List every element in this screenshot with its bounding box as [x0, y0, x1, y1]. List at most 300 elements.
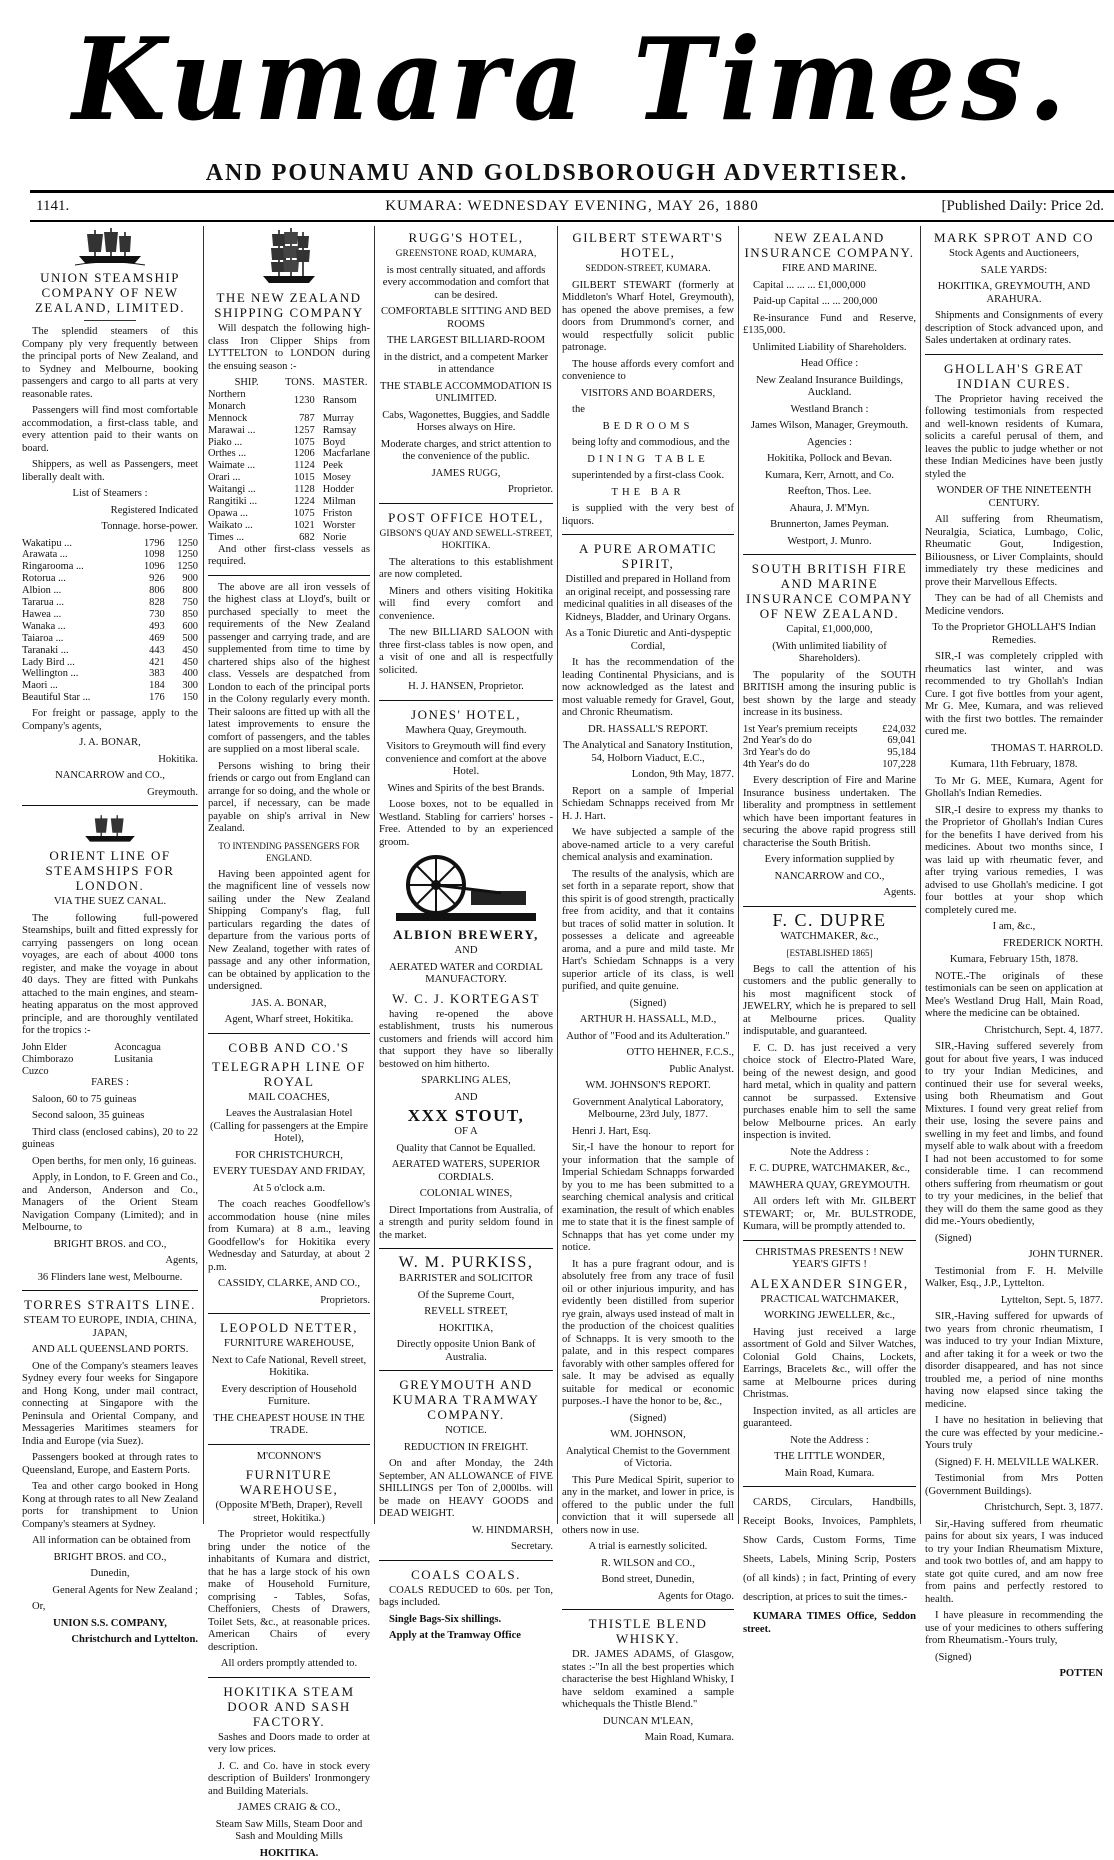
dupre-text: F. C. D. has just received a very choice stock of Electro-Plated Ware, being of the newest design, and good hard metal, which in quality and pattern cannot be surpassed. Extensive purchases enable him to sell the same below Melbourne prices. An early inspection is invited.: [743, 1042, 916, 1142]
agent-name: THOMAS T. HARROLD.: [990, 742, 1103, 754]
table-row: [22, 657, 198, 669]
ship-icon: [259, 226, 319, 286]
stewart-text: being lofty and commodious, and the: [572, 437, 730, 448]
table-cell: Lady Bird ...: [22, 656, 75, 668]
dupre-text: All orders left with Mr. GILBERT STEWART; or, Mr. BULSTRODE, Kumara, will be promptly attended to.: [743, 1196, 916, 1233]
table-row: [208, 520, 370, 532]
schnapps-text: As a Tonic Diuretic and Anti-dyspeptic Cordial,: [565, 628, 731, 652]
ghollah-text: To the Proprietor GHOLLAH'S Indian Remedies.: [932, 622, 1096, 646]
ghollah-text: Testimonial from F. H. Melville Walker, Esq., J.P., Lyttelton.: [925, 1265, 1103, 1289]
torres-sub: AND ALL QUEENSLAND PORTS.: [31, 1344, 189, 1356]
nzi-capital: Re-insurance Fund and Reserve, £135,000.: [743, 312, 916, 336]
table-cell: Norie: [322, 531, 347, 543]
agent-name: OTTO HEHNER, F.C.S.,: [626, 1047, 734, 1058]
cobb-sub: FOR CHRISTCHURCH,: [235, 1149, 343, 1161]
price-text: [Published Daily: Price 2d.: [941, 198, 1104, 214]
rugg-sub: COMFORTABLE SITTING AND BED ROOMS: [380, 306, 552, 330]
table-row: [208, 389, 370, 413]
singer-heading: ALEXANDER SINGER,: [750, 1275, 909, 1291]
fares-heading: FARES :: [91, 1077, 129, 1089]
table-cell: 1075: [293, 507, 315, 519]
table-cell: Maori ...: [22, 680, 58, 692]
agent-name: W. HINDMARSH,: [471, 1524, 553, 1536]
schnapps-text: Author of "Food and its Adulteration.": [566, 1030, 730, 1042]
table-cell: Ringarooma ...: [22, 561, 84, 573]
cobb-text: The coach reaches Goodfellow's accommodation house (nine miles from Kumara) at 8 a.m., leaving Goodfellow's for Hokitika every Wednesday and Saturday, at about 2 p.m.: [208, 1199, 370, 1273]
stewart-sub: THE BAR: [611, 486, 685, 498]
nzi-text: Unlimited Liability of Shareholders.: [752, 341, 907, 353]
agent-name: NANCARROW and CO.,: [55, 770, 165, 782]
orient-text: Apply, in London, to F. Green and Co., and Anderson, Anderson and Co., Managers of the Orient Steam Navigation Company (Limited); and in Melbourne, to: [22, 1172, 198, 1234]
orient-text: The following full-powered Steamships, built and fitted expressly for carrying passengers on long ocean voyages, are each of about 4000 tons register, and make the voyage in about 40 days. They are fitted with Punkahs attached to the main engines, and steam-heating apparatus on the most approved principle, and are thoroughly ventilated for the tropics :-: [22, 912, 198, 1037]
table-row: [22, 573, 198, 585]
table-cell: £24,032: [882, 723, 916, 735]
cobb-sub: At 5 o'clock a.m.: [252, 1182, 326, 1194]
nzi-capital: Capital ... ... ... £1,000,000: [753, 279, 866, 291]
table-row: [22, 561, 198, 573]
ghollah-text: SIR,-Having suffered for upwards of two years from chronic rheumatism, I was induced to try your Indian Mixture, and after taking it for a week or two the disorder disappeared, and has not since troubled me, a period of nine months having now elapsed since taking the medicine.: [925, 1311, 1103, 1410]
table-row: [208, 448, 370, 460]
dupre-text: MAWHERA QUAY, GREYMOUTH.: [748, 1179, 910, 1191]
date-text: KUMARA: WEDNESDAY EVENING, MAY 26, 1880: [385, 198, 759, 214]
table-cell: 1096: [143, 561, 165, 573]
netter-text: Every description of Household Furniture.: [221, 1383, 357, 1408]
table-cell: 682: [299, 531, 315, 543]
stout-heading: XXX STOUT,: [407, 1106, 525, 1125]
torres-heading: TORRES STRAITS LINE.: [24, 1297, 196, 1313]
po-text: The alterations to this establishment are now completed.: [379, 556, 553, 580]
agent-place: Proprietor.: [507, 484, 553, 495]
table-row: [208, 472, 370, 484]
table-cell: 1250: [177, 549, 198, 561]
table-cell: 184: [149, 680, 165, 692]
torres-text: One of the Company's steamers leaves Sydney every four weeks for Singapore and Hong Kong, under mail contract, connecting at Singapore with the Peninsula and Oriental Company, and Messageries Maritimes steamers for India and Europe (via Suez).: [22, 1360, 198, 1447]
ghollah-text: Kumara, 11th February, 1878.: [950, 759, 1078, 770]
sb-heading: SOUTH BRITISH FIRE AND MARINE INSURANCE COMPANY OF NEW ZEALAND.: [746, 561, 913, 621]
table-row: [22, 680, 198, 692]
jones-text: Loose boxes, not to be equalled in Westland. Stabling for carriers' horses -Free. Attended to by an experienced groom.: [379, 799, 553, 848]
table-cell: 150: [182, 692, 198, 704]
table-cell: 469: [149, 632, 165, 644]
list-head: Registered Indicated: [110, 504, 198, 516]
sb-text: Every information supplied by: [764, 854, 895, 866]
schnapps-text: It has a pure fragrant odour, and is absolutely free from any trace of fusil oil or other injurious impurity, and has evidently been distilled from superior rye grain, always used instead of malt in the production of the choicest qualities of Schnapps. It is very smooth to the palate, and in this respect compares favorably with other samples offered for sale. It may be advised as equally suitable for medical or economic purposes.-I have the honor to be, &c.,: [562, 1258, 734, 1407]
schnapps-sub: DR. HASSALL'S REPORT.: [588, 723, 708, 735]
ghollah-text: I am, &c.,: [992, 921, 1036, 932]
nzsc-text: The above are all iron vessels of the highest class at Lloyd's, built or purchased specially to meet the requirements of the New Zealand passenger and carrying trade, and are supplemented from time to time by chartered ships also of the highest class. Vessels are despatched from London to each of the principal ports in the Colony regularly every month. Their saloons are fitted up with all the latest improvements to ensure the comfort of passengers, and the tables are supplied on a most liberal scale.: [208, 581, 370, 756]
table-cell: 900: [182, 573, 198, 585]
table-cell: [114, 1066, 198, 1078]
table-cell: Peek: [322, 460, 343, 472]
po-text: The new BILLIARD SALOON with three first-class tables is now open, and a visit of one and all is respectfully solicited.: [379, 627, 553, 676]
table-cell: Ramsay: [322, 424, 357, 436]
table-cell: Worster: [322, 519, 356, 531]
torres-sub: STEAM TO EUROPE, INDIA, CHINA, JAPAN,: [23, 1315, 197, 1339]
nzi-text: New Zealand Insurance Buildings, Auckland.: [755, 374, 904, 398]
sprot-sub: HOKITIKA, GREYMOUTH, AND ARAHURA.: [937, 281, 1091, 305]
table-row: [22, 645, 198, 657]
schnapps-text: Distilled and prepared in Holland from an original receipt, and possessing rare medicinal qualities in all diseases of the Kidneys, Bladder, and Urinary Organs.: [563, 574, 733, 623]
purkiss-sub: HOKITIKA,: [438, 1322, 494, 1334]
craig-text: Steam Saw Mills, Steam Door and Sash and Moulding Mills: [215, 1818, 363, 1843]
fare-line: Open berths, for men only, 16 guineas.: [32, 1155, 197, 1167]
agent-name: DUNCAN M'LEAN,: [602, 1715, 694, 1727]
orient-via: VIA THE SUEZ CANAL.: [53, 896, 167, 908]
table-cell: Times ...: [208, 531, 244, 543]
craig-place: HOKITIKA.: [259, 1847, 319, 1859]
cobb-heading: COBB AND CO.'S: [228, 1039, 350, 1055]
stewart-text: superintended by a first-class Cook.: [572, 470, 725, 481]
agent-name: JAMES RUGG,: [431, 467, 501, 479]
table-cell: Opawa ...: [208, 507, 248, 519]
netter-sub: FURNITURE WAREHOUSE,: [224, 1338, 354, 1350]
mcconnon-text: The Proprietor would respectfully bring under the notice of the inhabitants of Kumara and district, that he has a large stock of his own make of Household Furniture, comprising - Tables, Sofas, Cheffoniers, Chests of Drawers, Toilet Sets, &c., at reasonable prices. American Chairs of every description.: [208, 1529, 370, 1653]
fare-line: Second saloon, 35 guineas: [32, 1110, 145, 1122]
table-cell: 1224: [293, 496, 315, 508]
table-cell: 1st Year's premium receipts: [743, 723, 858, 735]
table-cell: Waitangi ...: [208, 484, 256, 496]
thistle-text: DR. JAMES ADAMS, of Glasgow, states :-"In all the best properties which characterise the best Highland Whisky, I have seldom examined a sample whichequals the Thistle Blend.": [562, 1649, 734, 1710]
nzsc-text: Persons wishing to bring their friends or cargo out from England can arrange for so doing, and the whole or parcel, if necessary, can be made payable on ship's arrival in New Zealand.: [208, 760, 370, 835]
stewart-heading: GILBERT STEWART'S HOTEL,: [572, 230, 724, 260]
col-head: SHIP.: [234, 377, 259, 388]
ghollah-text: Christchurch, Sept. 3, 1877.: [984, 1502, 1103, 1513]
ghollah-text: I have no hesitation in believing that the cure was effected by your medicine.-Yours truly: [925, 1415, 1103, 1451]
table-cell: 730: [149, 608, 165, 620]
torres-text: Passengers booked at through rates to Queensland, Europe, and Eastern Ports.: [22, 1452, 198, 1476]
agent-place: Christchurch and Lyttelton.: [71, 1634, 198, 1646]
jones-heading: JONES' HOTEL,: [411, 706, 521, 722]
table-cell: 176: [149, 692, 165, 704]
table-cell: Hawea ...: [22, 608, 62, 620]
nzi-sub: FIRE AND MARINE.: [781, 263, 878, 274]
newspaper-title: Kumara Times.: [72, 13, 1072, 147]
agent-name: NANCARROW and CO.,: [774, 870, 885, 882]
column-divider: [920, 226, 921, 1524]
table-cell: Waikato ...: [208, 519, 253, 531]
nzsc-heading: THE NEW ZEALAND SHIPPING COMPANY: [214, 290, 364, 320]
sb-text: Capital, £1,000,000,: [786, 624, 873, 635]
signed-text: (Signed): [935, 1232, 972, 1244]
ghollah-sub: WONDER OF THE NINETEENTH CENTURY.: [936, 485, 1092, 509]
table-row: [22, 1054, 198, 1066]
table-cell: 300: [182, 680, 198, 692]
coals-text: Apply at the Tramway Office: [389, 1630, 522, 1641]
table-row: [22, 1066, 198, 1078]
dupre-text: Begs to call the attention of his customers and the public generally to his most magnificent stock of JEWELRY, which he is prepared to sell at Melbourne prices. Quality indisputable, and guaranteed.: [743, 963, 916, 1038]
singer-sub: THE LITTLE WONDER,: [774, 1451, 885, 1463]
table-cell: 1206: [293, 448, 315, 460]
ghollah-text: To Mr G. MEE, Kumara, Agent for Ghollah's Indian Remedies.: [925, 775, 1103, 799]
sb-text: The popularity of the SOUTH BRITISH among the insuring public is best shown by the large and steady increase in its business.: [743, 669, 916, 718]
nzi-heading: NEW ZEALAND INSURANCE COMPANY.: [744, 230, 915, 260]
table-row: [22, 597, 198, 609]
factory-text: J. C. and Co. have in stock every description of Builders' Ironmongery and Building Materials.: [208, 1760, 370, 1797]
albion-sub: SPARKLING ALES,: [421, 1075, 511, 1086]
thistle-heading: THISTLE BLEND WHISKY.: [588, 1616, 708, 1646]
schnapps-text: Government Analytical Laboratory, Melbourne, 23rd July, 1877.: [572, 1096, 724, 1120]
sb-text: Every description of Fire and Marine Insurance business undertaken. The liberality and promptness in settlement which have been important features in securing the above rapid progress still characterise the South British.: [743, 775, 916, 849]
printing-office: KUMARA TIMES Office, Seddon street.: [743, 1611, 916, 1635]
agent-place: Agent, Wharf street, Hokitika.: [224, 1014, 354, 1026]
table-cell: 1075: [293, 436, 315, 448]
table-row: [208, 484, 370, 496]
albion-heading: ALBION BREWERY,: [393, 927, 539, 942]
dupre-sub: Note the Address :: [790, 1146, 869, 1158]
schnapps-sub: WM. JOHNSON'S REPORT.: [585, 1080, 711, 1091]
col-head: TONS.: [285, 377, 315, 388]
table-row: [22, 633, 198, 645]
table-cell: 107,228: [882, 759, 916, 771]
agent-name: (Signed) F. H. MELVILLE WALKER.: [935, 1456, 1099, 1468]
table-cell: 2nd Year's do do: [743, 735, 812, 747]
stewart-sub: VISITORS AND BOARDERS,: [580, 387, 716, 399]
purkiss-text: Directly opposite Union Bank of Australia.: [396, 1339, 536, 1363]
nzi-agency: Kumara, Kerr, Arnott, and Co.: [764, 469, 895, 481]
albion-and: AND: [454, 945, 478, 956]
agent-place: Public Analyst.: [669, 1063, 734, 1075]
table-cell: 1257: [293, 424, 315, 436]
table-cell: Northern Monarch: [208, 388, 246, 412]
fare-line: Third class (enclosed cabins), 20 to 22 guineas: [22, 1126, 198, 1151]
cobb-sub: EVERY TUESDAY AND FRIDAY,: [212, 1166, 366, 1178]
rugg-heading: RUGG'S HOTEL,: [408, 230, 524, 245]
table-row: [208, 460, 370, 472]
netter-sub: THE CHEAPEST HOUSE IN THE TRADE.: [213, 1412, 365, 1437]
steam-engine-icon: [391, 853, 541, 923]
table-cell: 493: [149, 620, 165, 632]
issue-number: 1141.: [36, 198, 70, 214]
po-address: GIBSON'S QUAY AND SEWELL-STREET, HOKITIKA.: [379, 528, 553, 551]
table-cell: 69,041: [887, 735, 916, 747]
ghollah-text: Sir,-Having suffered from rheumatic pains for about six years, I was induced to try your Indian Rheumatism Mixture, and took two bottles of, and am happy to state got quite cured, and am now free from pains and perfectly restored to health.: [925, 1518, 1103, 1605]
table-row: [208, 437, 370, 449]
jones-address: Mawhera Quay, Greymouth.: [405, 724, 527, 736]
column-3: [379, 226, 553, 1641]
schnapps-text: This Pure Medical Spirit, superior to any in the market, and lower in price, is offered to the public under the full conviction that it will supersede all others now in use.: [562, 1474, 734, 1536]
table-row: [22, 549, 198, 561]
agent-name: JOHN TURNER.: [1028, 1249, 1103, 1260]
table-row: [22, 538, 198, 550]
agent-name: CASSIDY, CLARKE, AND CO.,: [218, 1278, 360, 1290]
table-cell: 450: [182, 644, 198, 656]
table-cell: 1124: [294, 460, 315, 472]
agent-place: Dunedin,: [90, 1568, 130, 1580]
column-2: [208, 226, 370, 1859]
table-cell: Rangitiki ...: [208, 496, 258, 508]
table-cell: Taiaroa ...: [22, 632, 64, 644]
table-cell: 500: [182, 632, 198, 644]
union-text: Passengers will find most comfortable accommodation, a first-class table, and every attention paid to their wants on board.: [22, 405, 198, 454]
table-cell: 1128: [294, 484, 315, 496]
table-row: [22, 668, 198, 680]
xmas-heading: CHRISTMAS PRESENTS ! NEW YEAR'S GIFTS !: [755, 1246, 904, 1271]
schnapps-text: It has the recommendation of the leading Continental Physicians, and is now acknowledged as the latest and most valuable remedy for Gravel, Gout, and Chronic Rheumatism.: [562, 657, 734, 718]
agent-name: POTTEN: [1059, 1668, 1103, 1679]
table-cell: 383: [149, 668, 165, 680]
agent-place: Main Road, Kumara.: [644, 1732, 734, 1743]
table-cell: Wakatipu ...: [22, 537, 72, 549]
ghollah-text: Lyttelton, Sept. 5, 1877.: [1000, 1294, 1103, 1306]
schnapps-text: A trial is earnestly solicited.: [588, 1541, 708, 1552]
masthead-rule: [30, 190, 1114, 193]
table-cell: Ransom: [322, 394, 357, 406]
ship-table: [208, 377, 370, 544]
cobb-sub: MAIL COACHES,: [248, 1091, 330, 1103]
stewart-text: The house affords every comfort and convenience to: [562, 358, 734, 382]
coals-text: Single Bags-Six shillings.: [389, 1613, 502, 1625]
table-cell: Piako ...: [208, 436, 243, 448]
table-cell: John Elder: [22, 1041, 67, 1053]
ghollah-text: SIR,-I desire to express my thanks to the Proprietor of Ghollah's Indian Cures for the benefits I have derived from his medicines. About two months since, I was laid up with rheumatic fever, and after trying various remedies, I was advised to use Ghollah's medicine. I got four bottles at your shop which completely cured me.: [925, 804, 1103, 916]
table-row: [22, 609, 198, 621]
dateline: [30, 196, 1114, 218]
table-cell: 4th Year's do do: [743, 759, 810, 771]
agent-name: UNION S.S. COMPANY,: [53, 1617, 167, 1629]
table-row: [22, 621, 198, 633]
union-text: Shippers, as well as Passengers, meet liberally dealt with.: [22, 459, 198, 483]
table-row: [743, 759, 916, 771]
table-cell: Lusitania: [114, 1053, 153, 1065]
table-cell: 1250: [177, 561, 198, 573]
table-cell: 1098: [143, 549, 165, 561]
table-cell: Macfarlane: [322, 448, 370, 460]
agent-name: J. A. BONAR,: [79, 737, 141, 749]
table-cell: Beautiful Star ...: [22, 692, 91, 704]
kortegast-heading: W. C. J. KORTEGAST: [392, 990, 540, 1006]
agent-place: Proprietors.: [320, 1294, 370, 1306]
ghollah-text: NOTE.-The originals of these testimonials can be seen on application at Mee's Westland Drug Hall, Main Road, where the medicine can be obtained.: [925, 970, 1103, 1019]
agent-name: ARTHUR H. HASSALL, M.D.,: [579, 1014, 717, 1025]
orient-heading: ORIENT LINE OF STEAMSHIPS FOR LONDON.: [45, 848, 175, 894]
ghollah-text: SIR,-Having suffered severely from gout for about five years, I was induced to try your Indian Medicines, and continued their use for several weeks, using both Rheumatism and Gout Mixtures. I found very great relief from their use, losing the severe pains and swelling in my feet and limbs, and found myself able to walk about with a freedom I had not been accustomed to for some considerable time. I can recommend others suffering from rheumatism or gout to try your medicines, in the belief that they will do them the same good as they did me.-Yours obediently,: [925, 1041, 1103, 1227]
torres-text: Tea and other cargo booked in Hong Kong at through rates to all New Zealand ports for transhipment to Union Company's steamers at Sydney.: [22, 1481, 198, 1530]
column-5: [743, 226, 916, 1635]
po-heading: POST OFFICE HOTEL,: [388, 509, 544, 525]
stewart-text: GILBERT STEWART (formerly at Middleton's Wharf Hotel, Greymouth), has opened the above premises, a few doors from Drummond's corner, and would respectfully solicit public patronage.: [562, 279, 734, 353]
ship-icon: [75, 226, 145, 266]
schnapps-text: Analytical Chemist to the Government of Victoria.: [565, 1445, 731, 1469]
signed-text: (Signed): [629, 997, 667, 1009]
schnapps-text: London, 9th May, 1877.: [631, 769, 734, 780]
ghollah-text: They can be had of all Chemists and Medicine vendors.: [925, 593, 1103, 617]
column-divider: [557, 226, 558, 1524]
stewart-text: the: [572, 404, 585, 415]
table-cell: Tararua ...: [22, 597, 64, 609]
nzi-sub: Agencies :: [806, 436, 852, 448]
signed-text: (Signed): [935, 1651, 972, 1663]
table-cell: Boyd: [322, 436, 346, 448]
nzi-sub: Westland Branch :: [790, 403, 869, 415]
purkiss-sub: Of the Supreme Court,: [417, 1289, 515, 1301]
albion-text: Direct Importations from Australia, of a strength and purity seldom found in the market.: [379, 1204, 553, 1241]
table-cell: Orthes ...: [208, 448, 247, 460]
stewart-sub: DINING TABLE: [587, 453, 709, 465]
sprot-heading: MARK SPROT AND CO: [934, 230, 1094, 245]
dupre-sub: [ESTABLISHED 1865]: [786, 948, 873, 959]
table-row: [22, 585, 198, 597]
table-cell: 800: [182, 585, 198, 597]
agent-place: Greymouth.: [147, 786, 198, 798]
stewart-sub: BEDROOMS: [602, 420, 694, 432]
agent-place: Agents for Otago.: [657, 1590, 734, 1602]
table-cell: Wanaka ...: [22, 620, 66, 632]
sprot-sub: SALE YARDS:: [980, 264, 1048, 276]
table-cell: Cuzco: [22, 1065, 49, 1077]
schnapps-text: The Analytical and Sanatory Institution, 54, Holborn Viaduct, E.C.,: [563, 740, 733, 764]
ghollah-text: SIR,-I was completely crippled with rheumatics last winter, and was recommended to try Ghollah's Indian Cure. I got five bottles from your agent, Mr G. Mee, Kumara, and was relieved with the first two bottles. The remainder cured me.: [925, 651, 1103, 737]
signed-text: (Signed): [629, 1412, 667, 1424]
table-cell: Arawata ...: [22, 549, 68, 561]
table-cell: 1250: [177, 537, 198, 549]
coals-text: COALS REDUCED to 60s. per Ton, bags included.: [379, 1584, 553, 1608]
agent-place: General Agents for New Zealand ;: [52, 1584, 198, 1596]
table-cell: Rotorua ...: [22, 573, 66, 585]
rugg-text: Moderate charges, and strict attention to the convenience of the public.: [380, 438, 552, 462]
albion-sub: COLONIAL WINES,: [419, 1188, 513, 1199]
sprot-sub: Stock Agents and Auctioneers,: [948, 248, 1080, 259]
mcconnon-text: All orders promptly attended to.: [220, 1658, 358, 1670]
rugg-text: is most centrally situated, and affords every accommodation and comfort that can be desired.: [382, 264, 550, 301]
table-cell: 450: [182, 656, 198, 668]
nzi-agency: Hokitika, Pollock and Bevan.: [766, 453, 893, 464]
stewart-text: is supplied with the very best of liquors.: [562, 503, 734, 527]
albion-text: having re-opened the above establishment, trusts his numerous customers and friends will accord him that support they have so liberally bestowed on him hitherto.: [379, 1008, 553, 1070]
ghollah-text: Testimonial from Mrs Potten (Government Buildings).: [925, 1473, 1103, 1497]
nzi-agency: Ahaura, J. M'Myn.: [789, 502, 870, 514]
craig-name: JAMES CRAIG & CO.,: [237, 1802, 341, 1814]
nzsc-text: And other first-class vessels as required.: [208, 543, 370, 568]
nzi-agency: Reefton, Thos. Lee.: [787, 486, 872, 497]
table-cell: 1796: [143, 537, 165, 549]
table-cell: Mennock: [208, 412, 248, 424]
table-cell: Hodder: [322, 484, 354, 496]
table-cell: 3rd Year's do do: [743, 747, 811, 759]
table-row: [743, 747, 916, 759]
table-cell: 1021: [293, 519, 315, 531]
column-1: [22, 226, 198, 1646]
column-divider: [738, 226, 739, 1524]
torres-text: All information can be obtained from: [32, 1535, 191, 1547]
singer-text: Main Road, Kumara.: [784, 1467, 875, 1479]
nzi-capital: Paid-up Capital ... ... 200,000: [753, 296, 878, 307]
albion-sub: AERATED WATERS, SUPERIOR CORDIALS.: [391, 1159, 541, 1183]
table-cell: 828: [149, 597, 165, 609]
masthead: [30, 10, 1114, 150]
netter-heading: LEOPOLD NETTER,: [219, 1320, 359, 1336]
purkiss-sub: BARRISTER and SOLICITOR: [399, 1273, 533, 1284]
agent-place: Agents.: [883, 887, 916, 899]
or-text: Or,: [32, 1601, 46, 1613]
ghollah-heading: GHOLLAH'S GREAT INDIAN CURES.: [943, 360, 1085, 391]
rugg-text: Cabs, Wagonettes, Buggies, and Saddle Horses always on Hire.: [382, 409, 550, 433]
ghollah-text: Christchurch, Sept. 4, 1877.: [984, 1024, 1103, 1036]
rugg-address: GREENSTONE ROAD, KUMARA,: [395, 249, 537, 259]
col-head: MASTER.: [322, 377, 368, 388]
agent-place: Agents,: [165, 1255, 198, 1267]
agent-name: JAS. A. BONAR,: [251, 997, 327, 1009]
rugg-text: in the district, and a competent Marker in attendance: [383, 351, 549, 375]
fare-line: Saloon, 60 to 75 guineas: [32, 1093, 137, 1105]
table-cell: 95,184: [887, 747, 916, 759]
tramway-sub: NOTICE.: [445, 1425, 487, 1436]
table-cell: Aconcagua: [114, 1041, 161, 1053]
table-cell: Albion ...: [22, 585, 62, 597]
jones-text: Wines and Spirits of the best Brands.: [387, 782, 545, 794]
table-cell: 787: [299, 412, 315, 424]
table-cell: 850: [182, 608, 198, 620]
nzsc-text: Having been appointed agent for the magnificent line of vessels now sailing under the New Zealand Shipping Company's flag, full particulars regarding the dates of departure from the various ports of New Zealand, together with rates of passage and any other information, can be obtained by application to the undersigned.: [208, 868, 370, 993]
